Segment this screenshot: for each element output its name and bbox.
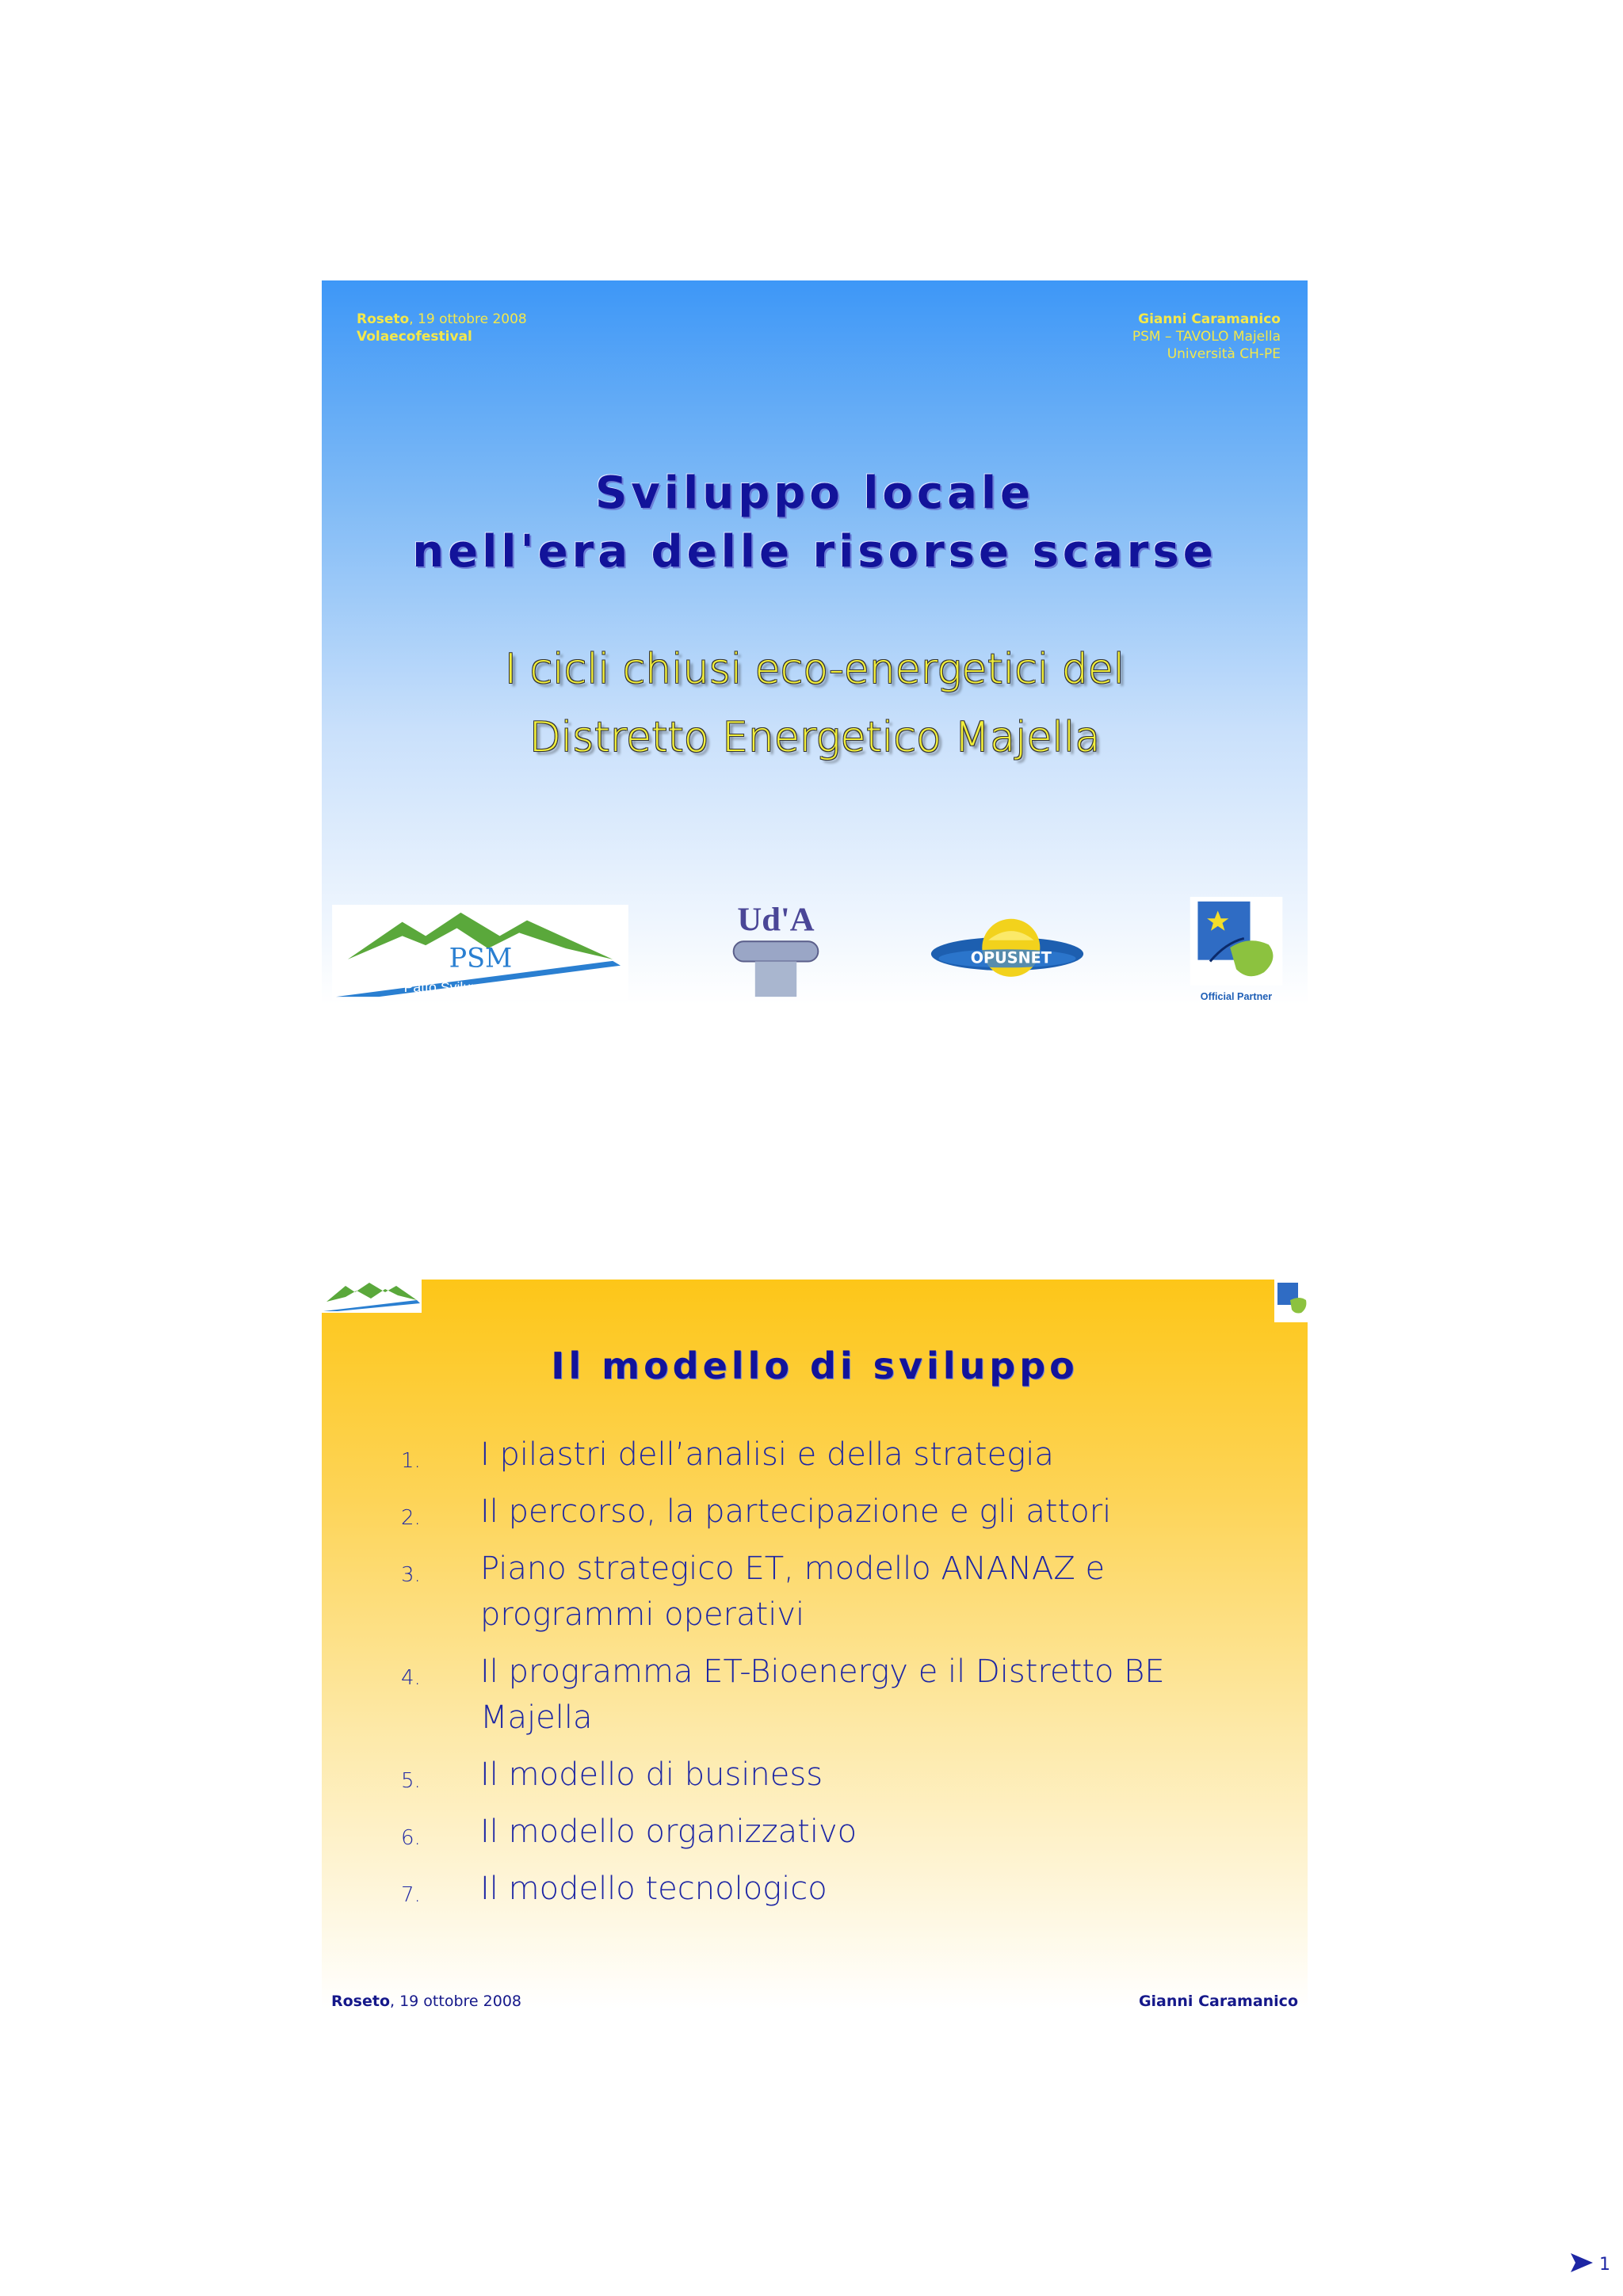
header-event: Volaecofestival xyxy=(357,329,472,345)
agenda-item xyxy=(401,1546,1257,1638)
agenda-item xyxy=(401,1866,1257,1912)
opusnet-logo xyxy=(924,914,1090,994)
agenda-item-text: Il programma ET-Bioenergy e il Distretto BE Majella xyxy=(480,1653,1165,1736)
agenda-item xyxy=(401,1432,1257,1478)
agenda-item xyxy=(401,1649,1257,1741)
psm-caption: Patto Sviluppo MAJELLA xyxy=(403,979,561,996)
header-right xyxy=(1132,311,1281,363)
agenda-item-text: Piano strategico ET, modello ANANAZ e programmi operativi xyxy=(480,1550,1106,1633)
psm-mark: PSM xyxy=(449,942,513,974)
sustainable-energy-logo xyxy=(1186,897,1289,1005)
header-org: PSM – TAVOLO Majella xyxy=(1132,329,1281,345)
title-line-2: nell'era delle risorse scarse xyxy=(412,526,1217,578)
agenda-item-text: Il modello tecnologico xyxy=(480,1871,827,1907)
page-indicator[interactable] xyxy=(1568,2248,1615,2280)
agenda-item xyxy=(401,1809,1257,1855)
psm-mini-logo xyxy=(322,1280,422,1313)
header-left xyxy=(357,311,527,345)
page-number: 1 xyxy=(1599,2255,1610,2275)
footer-left xyxy=(331,1993,521,2008)
title-line-1: Sviluppo locale xyxy=(594,467,1035,519)
agenda-item-number: 7. xyxy=(401,1883,421,1907)
slide-agenda xyxy=(322,1280,1308,2008)
header-date: , 19 ottobre 2008 xyxy=(409,311,527,327)
agenda-item-text: I pilastri dell’analisi e della strategia xyxy=(480,1436,1054,1473)
agenda-item-number: 1. xyxy=(401,1449,421,1473)
psm-logo xyxy=(330,905,631,1000)
sep-caption: Official Partner xyxy=(1200,991,1273,1003)
agenda-item xyxy=(401,1489,1257,1535)
agenda-item-text: Il percorso, la partecipazione e gli attori xyxy=(480,1493,1112,1530)
agenda-item-number: 2. xyxy=(401,1506,421,1530)
uda-mark: Ud'A xyxy=(737,901,815,939)
agenda-item-number: 3. xyxy=(401,1563,421,1587)
footer-date: , 19 ottobre 2008 xyxy=(390,1993,521,2008)
agenda-item xyxy=(401,1752,1257,1798)
slide-subtitle xyxy=(322,635,1308,772)
subtitle-line-1: I cicli chiusi eco-energetici del xyxy=(504,646,1125,693)
agenda-title: Il modello di sviluppo xyxy=(551,1344,1079,1387)
agenda-list xyxy=(401,1432,1257,1923)
agenda-item-text: Il modello organizzativo xyxy=(480,1814,857,1850)
slide-main-title xyxy=(322,464,1308,582)
uda-logo xyxy=(724,897,827,1000)
footer-author: Gianni Caramanico xyxy=(1138,1993,1298,2008)
arrow-right-icon xyxy=(1568,2248,1596,2277)
header-place: Roseto xyxy=(357,311,410,327)
footer-place: Roseto xyxy=(331,1993,391,2008)
sep-mini-logo xyxy=(1274,1280,1308,1322)
header-university: Università CH-PE xyxy=(1167,346,1281,362)
slide-title xyxy=(322,280,1308,1005)
agenda-item-number: 4. xyxy=(401,1666,421,1690)
header-author: Gianni Caramanico xyxy=(1138,311,1281,327)
subtitle-line-2: Distretto Energetico Majella xyxy=(529,714,1101,761)
agenda-item-number: 6. xyxy=(401,1826,421,1850)
opusnet-mark: OPUSNET xyxy=(970,948,1052,967)
agenda-item-number: 5. xyxy=(401,1769,421,1793)
agenda-item-text: Il modello di business xyxy=(480,1756,823,1793)
